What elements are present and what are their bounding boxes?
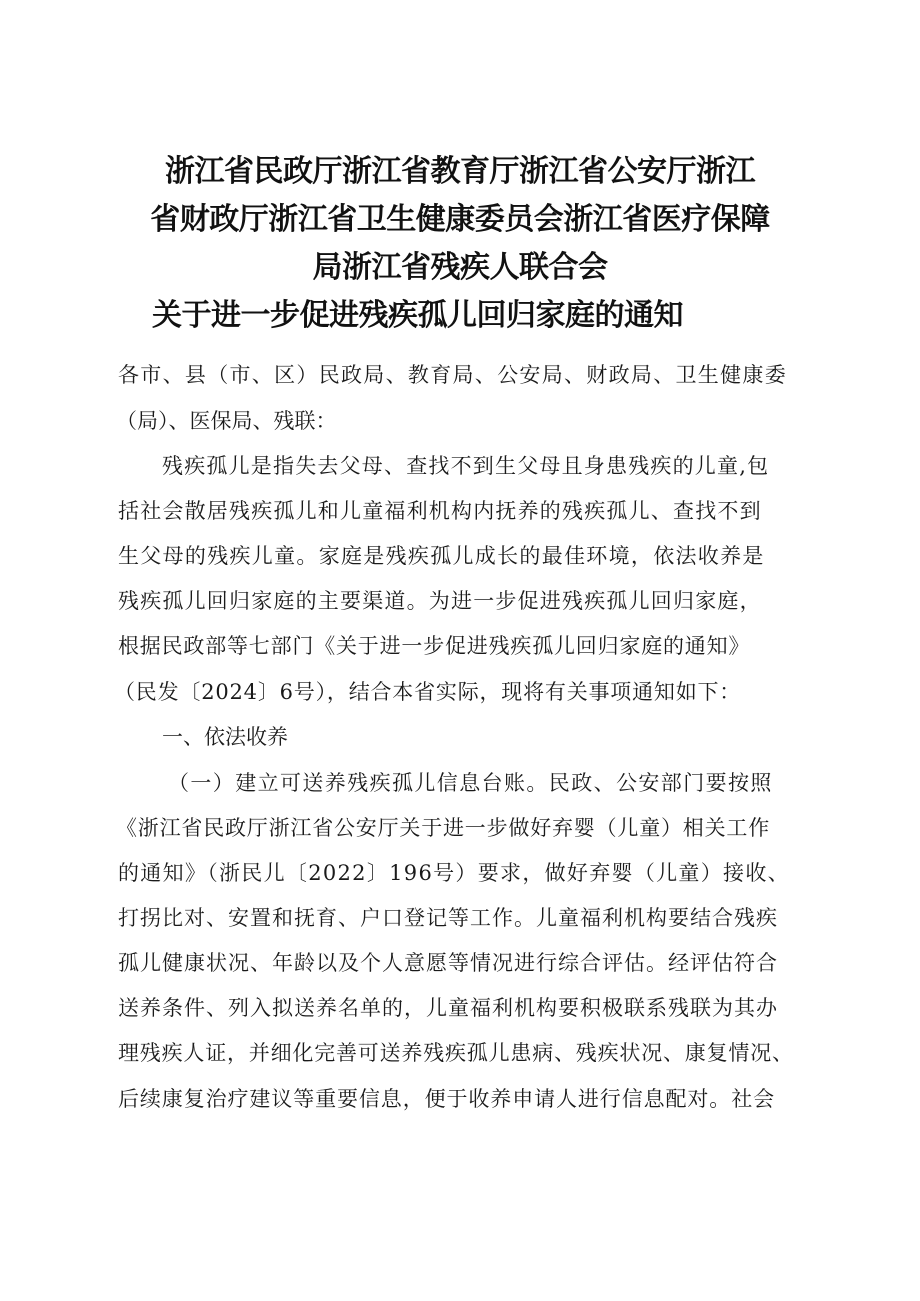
intro-line-5: 根据民政部等七部门《关于进一步促进残疾孤儿回归家庭的通知》 [118,634,751,658]
section-1-line-1: （一）建立可送养残疾孤儿信息台账。民政、公安部门要按照 [168,771,773,795]
section-1-line-4: 打拐比对、安置和抚育、户口登记等工作。儿童福利机构要结合残疾 [118,906,778,930]
section-1-line-3: 的通知》（浙民儿〔2022〕196号）要求，做好弃婴（儿童）接收、 [118,861,790,885]
intro-line-4: 残疾孤儿回归家庭的主要渠道。为进一步促进残疾孤儿回归家庭， [118,589,762,613]
intro-line-6: （民发〔2024〕6号），结合本省实际，现将有关事项通知如下： [114,680,742,704]
section-1-line-7: 理残疾人证，并细化完善可送养残疾孤儿患病、残疾状况、康复情况、 [118,1041,794,1065]
title-line-3: 局浙江省残疾人联合会 [312,250,608,285]
section-1-line-5: 孤儿健康状况、年龄以及个人意愿等情况进行综合评估。经评估符合 [118,951,778,975]
section-1-line-6: 送养条件、列入拟送养名单的，儿童福利机构要积极联系残联为其办 [118,996,778,1020]
title-line-2: 省财政厅浙江省卫生健康委员会浙江省医疗保障 [150,202,770,237]
intro-line-3: 生父母的残疾儿童。家庭是残疾孤儿成长的最佳环境，依法收养是 [118,544,765,568]
addressee-line-2: （局）、医保局、残联： [116,409,337,433]
section-1-heading: 一、依法收养 [162,725,288,749]
intro-line-1: 残疾孤儿是指失去父母、查找不到生父母且身患残疾的儿童,包 [162,454,770,478]
document-subtitle: 关于进一步促进残疾孤儿回归家庭的通知 [152,298,683,333]
section-1-line-8: 后续康复治疗建议等重要信息，便于收养申请人进行信息配对。社会 [118,1087,775,1111]
section-1-line-2: 《浙江省民政厅浙江省公安厅关于进一步做好弃婴（儿童）相关工作 [116,816,770,840]
addressee-line-1: 各市、县（市、区）民政局、教育局、公安局、财政局、卫生健康委 [118,363,787,387]
intro-line-2: 括社会散居残疾孤儿和儿童福利机构内抚养的残疾孤儿、查找不到 [118,499,762,523]
title-line-1: 浙江省民政厅浙江省教育厅浙江省公安厅浙江 [165,154,755,189]
